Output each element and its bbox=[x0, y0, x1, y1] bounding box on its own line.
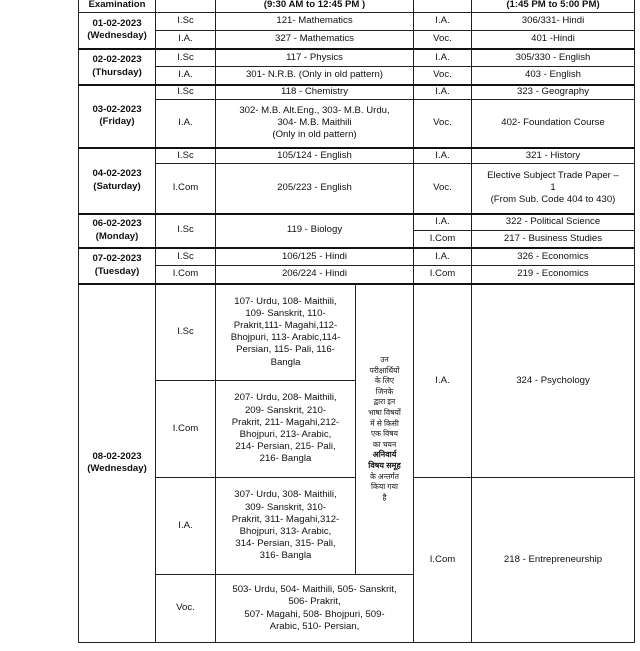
exam-date: 02-02-2023 (Thursday) bbox=[79, 49, 156, 85]
stream: I.A. bbox=[414, 148, 472, 164]
language-subjects: 503- Urdu, 504- Maithili, 505- Sanskrit, 506- Prakrit, 507- Magahi, 508- Bhojpuri, 509- Arabic, 510- Persian, bbox=[216, 575, 414, 643]
stream: I.A. bbox=[414, 248, 472, 266]
language-subjects: 107- Urdu, 108- Maithili, 109- Sanskrit, 110- Prakrit,111- Magahi,112- Bhojpuri, 113- Arabic,114- Persian, 115- Pali, 116- Bangla bbox=[216, 284, 356, 381]
exam-date: 03-02-2023 (Friday) bbox=[79, 85, 156, 148]
subject: 403 - English bbox=[472, 67, 635, 85]
subject: 217 - Business Studies bbox=[472, 231, 635, 248]
subject: 119 - Biology bbox=[216, 214, 414, 248]
subject: 323 - Geography bbox=[472, 85, 635, 100]
exam-date: 04-02-2023 (Saturday) bbox=[79, 148, 156, 214]
exam-schedule-table bbox=[78, 0, 634, 651]
exam-date: 01-02-2023 (Wednesday) bbox=[79, 13, 156, 49]
stream: I.A. bbox=[156, 31, 216, 49]
stream: I.A. bbox=[414, 13, 472, 31]
subject: 219 - Economics bbox=[472, 266, 635, 284]
stream: Voc. bbox=[414, 164, 472, 214]
exam-date: 08-02-2023 (Wednesday) bbox=[79, 284, 156, 643]
stream: Voc. bbox=[414, 31, 472, 49]
stream: I.A. bbox=[414, 284, 472, 478]
stream: I.A. bbox=[156, 478, 216, 575]
subject: 106/125 - Hindi bbox=[216, 248, 414, 266]
stream: I.Com bbox=[414, 266, 472, 284]
stream: I.A. bbox=[156, 67, 216, 85]
subject: 117 - Physics bbox=[216, 49, 414, 67]
header-second-sitting: (1:45 PM to 5:00 PM) bbox=[472, 0, 635, 13]
stream: I.Com bbox=[156, 381, 216, 478]
stream: I.Com bbox=[414, 231, 472, 248]
subject: 206/224 - Hindi bbox=[216, 266, 414, 284]
header-first-sitting: (9:30 AM to 12:45 PM ) bbox=[216, 0, 414, 13]
language-subjects: 207- Urdu, 208- Maithili, 209- Sanskrit, 210- Prakrit, 211- Magahi,212- Bhojpuri, 213- Arabic, 214- Persian, 215- Pali, 216- Bangla bbox=[216, 381, 356, 478]
stream: I.Sc bbox=[156, 284, 216, 381]
subject: 105/124 - English bbox=[216, 148, 414, 164]
subject: 301- N.R.B. (Only in old pattern) bbox=[216, 67, 414, 85]
stream: I.Sc bbox=[156, 13, 216, 31]
stream: I.Com bbox=[156, 164, 216, 214]
subject: 326 - Economics bbox=[472, 248, 635, 266]
stream: I.Com bbox=[414, 478, 472, 643]
subject: 306/331- Hindi bbox=[472, 13, 635, 31]
subject: 321 - History bbox=[472, 148, 635, 164]
stream: I.A. bbox=[156, 100, 216, 148]
stream: I.A. bbox=[414, 214, 472, 231]
stream: I.A. bbox=[414, 85, 472, 100]
stream: I.Com bbox=[156, 266, 216, 284]
subject: 302- M.B. Alt.Eng., 303- M.B. Urdu, 304- M.B. Maithili (Only in old pattern) bbox=[216, 100, 414, 148]
subject: 121- Mathematics bbox=[216, 13, 414, 31]
stream: I.Sc bbox=[156, 49, 216, 67]
stream: I.A. bbox=[414, 49, 472, 67]
stream: I.Sc bbox=[156, 85, 216, 100]
compulsory-subject-note: उन परीक्षार्थियों के लिए जिनके द्वारा इन भाषा विषयों में से किसी एक विषय का चयन अनिवार्य विषय समूह के अन्तर्गत किया गया है bbox=[356, 284, 414, 575]
subject: 218 - Entrepreneurship bbox=[472, 478, 635, 643]
subject: 327 - Mathematics bbox=[216, 31, 414, 49]
subject: 324 - Psychology bbox=[472, 284, 635, 478]
language-subjects: 307- Urdu, 308- Maithili, 309- Sanskrit, 310- Prakrit, 311- Magahi,312- Bhojpuri, 313- Arabic, 314- Persian, 315- Pali, 316- Bangla bbox=[216, 478, 356, 575]
subject: Elective Subject Trade Paper – 1 (From Sub. Code 404 to 430) bbox=[472, 164, 635, 214]
subject: 205/223 - English bbox=[216, 164, 414, 214]
subject: 118 - Chemistry bbox=[216, 85, 414, 100]
exam-date: 07-02-2023 (Tuesday) bbox=[79, 248, 156, 284]
stream: I.Sc bbox=[156, 248, 216, 266]
stream: I.Sc bbox=[156, 148, 216, 164]
stream: I.Sc bbox=[156, 214, 216, 248]
subject: 401 -Hindi bbox=[472, 31, 635, 49]
stream: Voc. bbox=[414, 67, 472, 85]
page-margin bbox=[0, 0, 78, 648]
subject: 322 - Political Science bbox=[472, 214, 635, 231]
header-examination: Examination bbox=[79, 0, 156, 13]
subject: 305/330 - English bbox=[472, 49, 635, 67]
stream: Voc. bbox=[414, 100, 472, 148]
exam-date: 06-02-2023 (Monday) bbox=[79, 214, 156, 248]
subject: 402- Foundation Course bbox=[472, 100, 635, 148]
stream: Voc. bbox=[156, 575, 216, 643]
